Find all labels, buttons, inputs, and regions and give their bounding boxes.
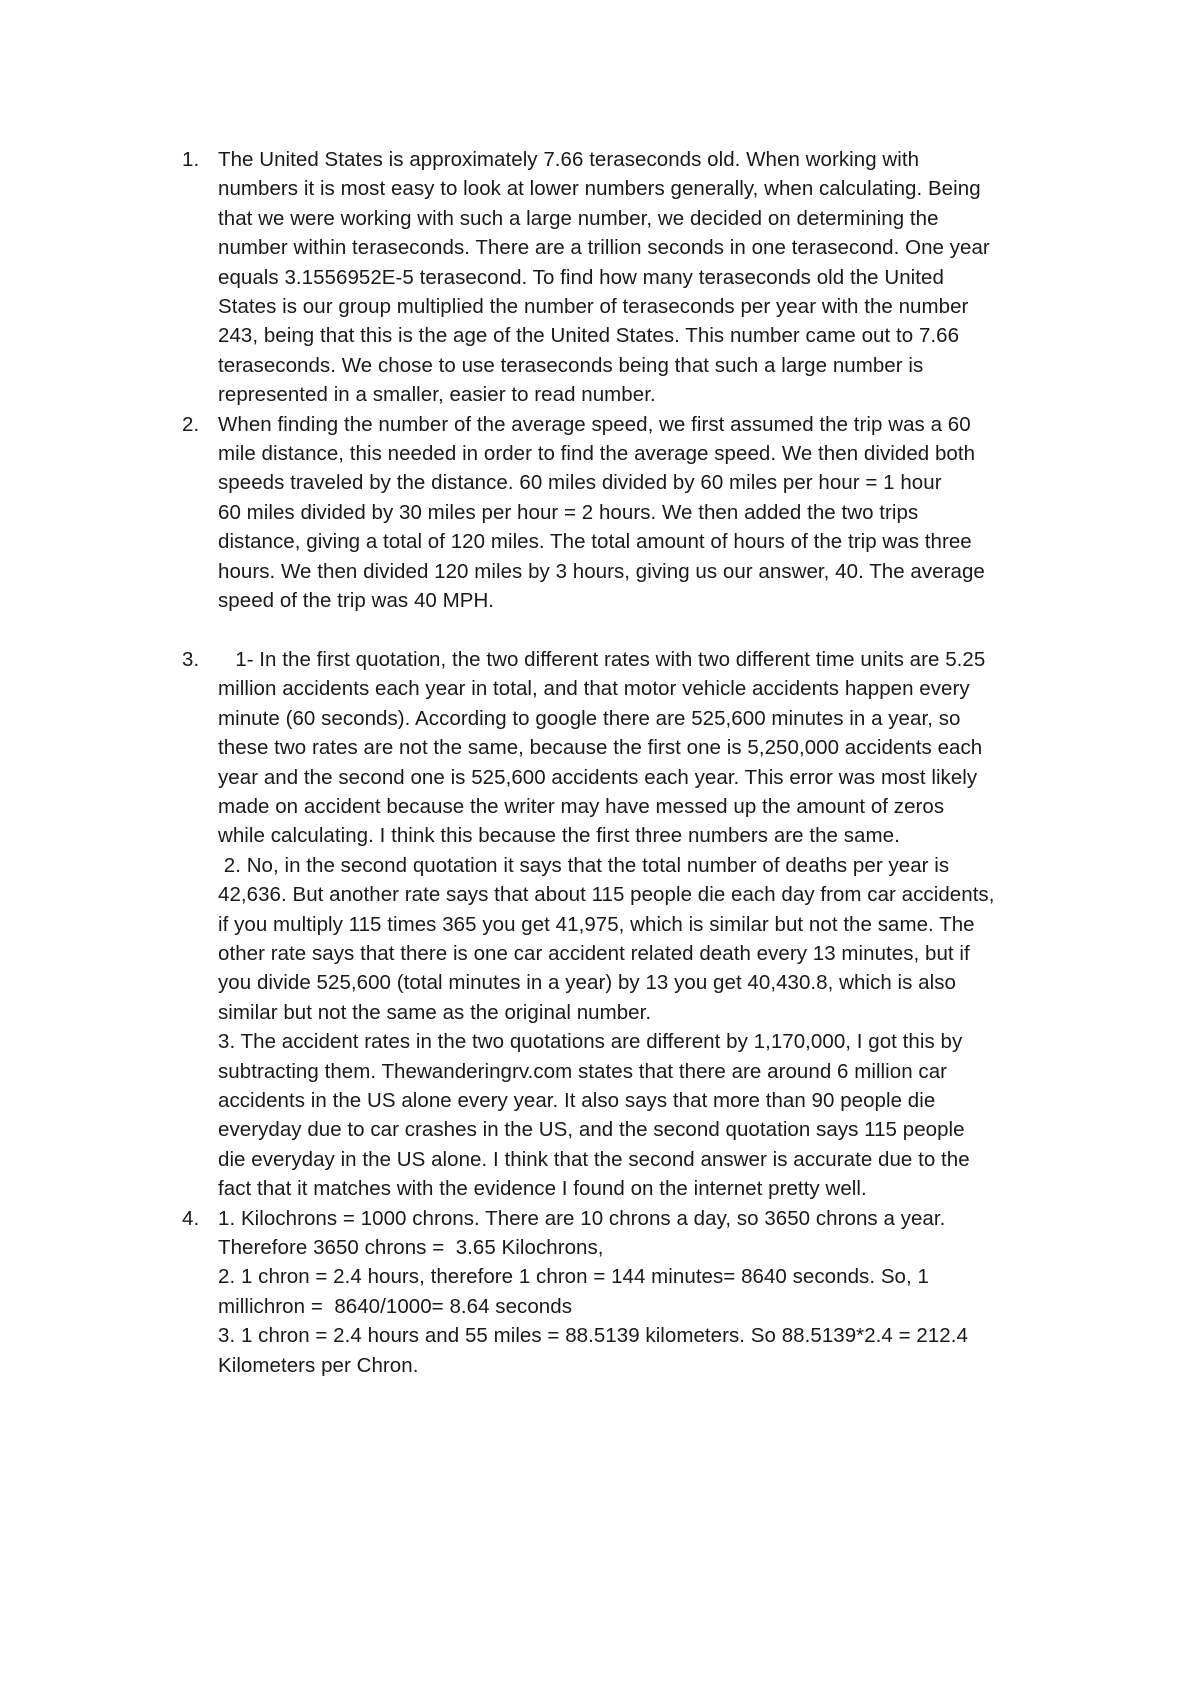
text-line: When finding the number of the average speed, we first assumed the trip was a 60 <box>218 412 971 436</box>
text-line: that we were working with such a large number, we decided on determining the <box>218 206 939 230</box>
list-number: 2. <box>182 412 200 436</box>
text-line: these two rates are not the same, because the first one is 5,250,000 accidents each <box>218 736 983 760</box>
text-line: millichron = 8640/1000= 8.64 seconds <box>218 1294 573 1318</box>
text-line: if you multiply 115 times 365 you get 41,975, which is similar but not the same. The <box>218 912 975 936</box>
blank-line <box>218 616 1062 645</box>
list-number: 3. <box>182 647 200 671</box>
list-item-4 <box>182 1204 1062 1380</box>
text-line: year and the second one is 525,600 accidents each year. This error was most likely <box>218 765 978 789</box>
text-line: 3. The accident rates in the two quotations are different by 1,170,000, I got this by <box>218 1030 963 1054</box>
text-line: equals 3.1556952E-5 terasecond. To find how many teraseconds old the United <box>218 265 944 289</box>
text-line: The United States is approximately 7.66 teraseconds old. When working with <box>218 148 920 171</box>
text-line: 1. Kilochrons = 1000 chrons. There are 10 chrons a day, so 3650 chrons a year. <box>218 1206 946 1230</box>
text-line: number within teraseconds. There are a trillion seconds in one terasecond. One year <box>218 236 990 260</box>
text-line: Therefore 3650 chrons = 3.65 Kilochrons, <box>218 1236 604 1260</box>
text-line: subtracting them. Thewanderingrv.com states that there are around 6 million car <box>218 1059 948 1083</box>
list-item-3 <box>182 645 1062 1204</box>
text-line: 243, being that this is the age of the United States. This number came out to 7.66 <box>218 324 960 348</box>
text-line: distance, giving a total of 120 miles. The total amount of hours of the trip was three <box>218 530 972 554</box>
text-line: hours. We then divided 120 miles by 3 hours, giving us our answer, 40. The average <box>218 559 985 583</box>
list-item-1 <box>182 145 1062 410</box>
text-line: 2. 1 chron = 2.4 hours, therefore 1 chron = 144 minutes= 8640 seconds. So, 1 <box>218 1265 929 1289</box>
text-line: speed of the trip was 40 MPH. <box>218 589 495 613</box>
text-line: numbers it is most easy to look at lower numbers generally, when calculating. Being <box>218 177 981 201</box>
text-line: accidents in the US alone every year. It also says that more than 90 people die <box>218 1088 936 1112</box>
text-line: 3. 1 chron = 2.4 hours and 55 miles = 88.5139 kilometers. So 88.5139*2.4 = 212.4 <box>218 1324 968 1348</box>
text-line: million accidents each year in total, and that motor vehicle accidents happen every <box>218 677 970 701</box>
text-line: teraseconds. We chose to use teraseconds being that such a large number is <box>218 353 924 377</box>
text-line: speeds traveled by the distance. 60 miles divided by 60 miles per hour = 1 hour <box>218 471 942 495</box>
text-line: similar but not the same as the original number. <box>218 1000 652 1024</box>
text-line: other rate says that there is one car accident related death every 13 minutes, but if <box>218 941 970 965</box>
text-line: 60 miles divided by 30 miles per hour = 2 hours. We then added the two trips <box>218 500 919 524</box>
text-line: 1- In the first quotation, the two different rates with two different time units are 5.25 <box>218 647 986 671</box>
text-line: die everyday in the US alone. I think that the second answer is accurate due to the <box>218 1147 970 1171</box>
text-line: made on accident because the writer may have messed up the amount of zeros <box>218 794 945 818</box>
text-line: represented in a smaller, easier to read number. <box>218 383 656 407</box>
text-line: mile distance, this needed in order to find the average speed. We then divided both <box>218 442 976 466</box>
text-line: fact that it matches with the evidence I found on the internet pretty well. <box>218 1177 867 1201</box>
text-line: minute (60 seconds). According to google there are 525,600 minutes in a year, so <box>218 706 961 730</box>
text-line: you divide 525,600 (total minutes in a year) by 13 you get 40,430.8, which is also <box>218 971 956 995</box>
text-line: while calculating. I think this because the first three numbers are the same. <box>218 824 900 848</box>
answer-list <box>182 145 1062 1380</box>
list-number: 1. <box>182 148 200 171</box>
list-number: 4. <box>182 1206 200 1230</box>
text-line: 2. No, in the second quotation it says that the total number of deaths per year is <box>218 853 950 877</box>
text-line: everyday due to car crashes in the US, and the second quotation says 115 people <box>218 1118 965 1142</box>
text-line: 42,636. But another rate says that about 115 people die each day from car accidents, <box>218 883 995 907</box>
text-line: States is our group multiplied the number of teraseconds per year with the number <box>218 295 969 319</box>
text-line: Kilometers per Chron. <box>218 1353 419 1377</box>
list-item-2 <box>182 410 1062 645</box>
